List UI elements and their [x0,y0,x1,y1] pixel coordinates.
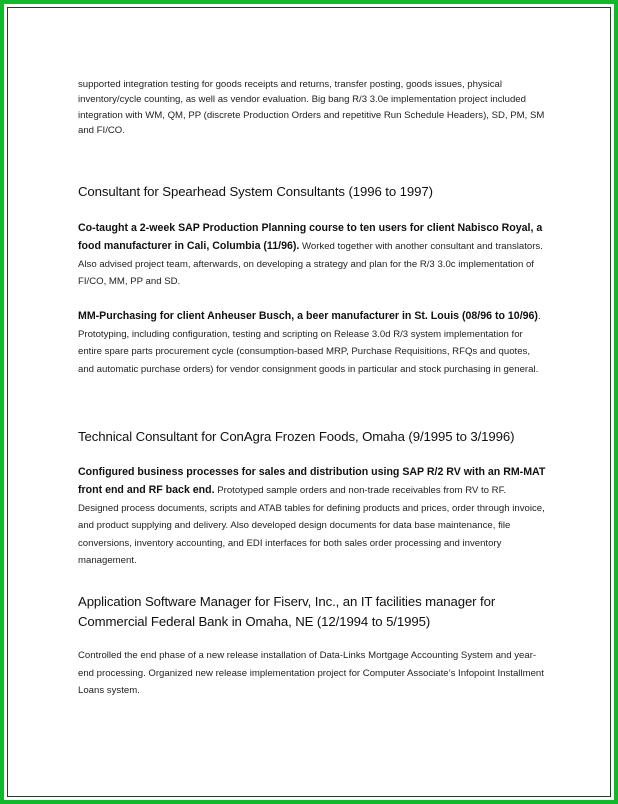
section-heading-fiserv: Application Software Manager for Fiserv, Inc., an IT facilities manager for Commercial Federal Bank in Omaha, NE (12/1994 to 5/1995) [78,594,496,629]
entry-lead: MM-Purchasing for client Anheuser Busch, a beer manufacturer in St. Louis (08/96 to 10/96) [78,310,538,322]
entry-fiserv [78,646,548,699]
entry-conagra [78,463,548,569]
section-heading-conagra: Technical Consultant for ConAgra Frozen Foods, Omaha (9/1995 to 3/1996) [78,429,515,444]
entry-body: Worked together with another consultant and translators. Also advised project team, afterwards, on developing a strategy and plan for the R/3 3.0c implementation of FI/CO, MM, PP and SD. [78,241,543,288]
entry-body: Controlled the end phase of a new release installation of Data-Links Mortgage Accounting System and year-end processing. Organized new release implementation project for Computer Associate’s Infopoint Installment Loans system. [78,650,544,697]
entry-body: Prototyped sample orders and non-trade receivables from RV to RF. Designed process documents, scripts and ATAB tables for defining products and prices, order through invoice, and product supplying and delivery. Also developed design documents for data base maintenance, file conversions, inventory accounting, and EDI interfaces for both sales order processing and inventory management. [78,485,545,567]
entry-body: . Prototyping, including configuration, testing and scripting on Release 3.0d R/3 system implementation for entire spare parts procurement cycle (consumption-based MRP, Purchase Requisitions, RFQs and quotes, and automatic purchase orders) for vendor consignment goods in particular and stock purchasing in general. [78,311,541,375]
entry-anheuser-busch [78,307,548,377]
section-heading-spearhead: Consultant for Spearhead System Consultants (1996 to 1997) [78,184,433,199]
entry-nabisco [78,219,548,290]
entry-lead: Co-taught a 2-week SAP Production Planning course to ten users for client Nabisco Royal, a food manufacturer in Cali, Columbia (11/96). [78,222,543,252]
intro-paragraph: supported integration testing for goods receipts and returns, transfer posting, goods issues, physical inventory/cycle counting, as well as vendor evaluation. Big bang R/3 3.0e implementation project included integration with WM, QM, PP (discrete Production Orders and repetitive Run Schedule Headers), SD, PM, SM and FI/CO. [78,79,545,137]
entry-lead: Configured business processes for sales and distribution using SAP R/2 RV with an RM-MAT front end and RF back end. [78,466,546,496]
